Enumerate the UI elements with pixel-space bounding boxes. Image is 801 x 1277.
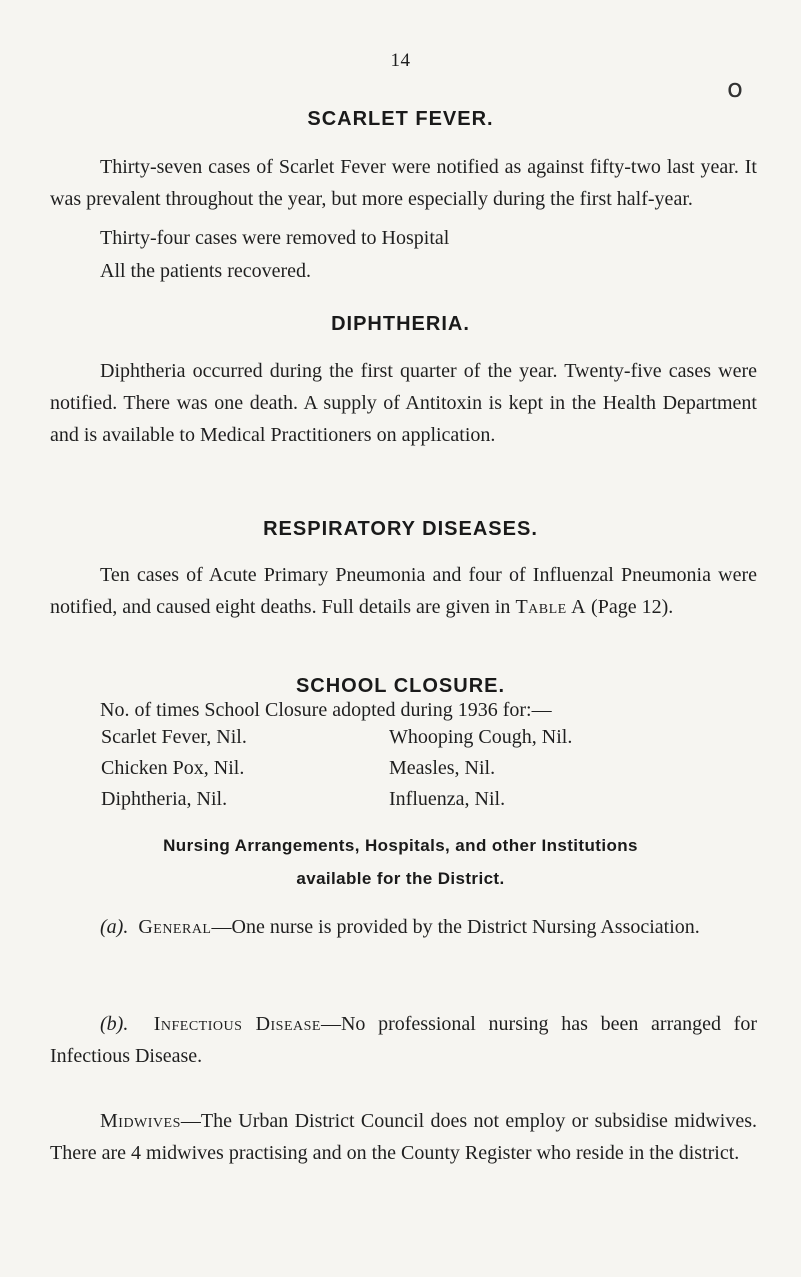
diphtheria-paragraph: Diphtheria occurred during the first quarter of the year. Twenty-five cases were notified. There was one death. A supply of Antitoxin is kept in the Health Department and is available to Medical Practitioners on application. bbox=[50, 360, 757, 446]
closure-item: Influenza, Nil. bbox=[389, 788, 506, 810]
infectious-title: Infectious Disease bbox=[153, 1013, 321, 1035]
scarlet-fever-heading: SCARLET FEVER. bbox=[307, 108, 494, 130]
school-closure-list bbox=[101, 722, 721, 815]
closure-item: Diphtheria, Nil. bbox=[101, 788, 228, 810]
midwives-paragraph: Midwives—The Urban District Council does not employ or subsidise midwives. There are 4 midwives practising and on the County Register who reside in the district. bbox=[50, 1110, 757, 1164]
midwives-title: Midwives bbox=[100, 1110, 181, 1132]
nursing-heading-line1: Nursing Arrangements, Hospitals, and other Institutions bbox=[163, 836, 638, 855]
respiratory-paragraph: Ten cases of Acute Primary Pneumonia and four of Influenzal Pneumonia were notified, and caused eight deaths. Full details are given in Table A (Page 12). bbox=[50, 564, 757, 618]
scarlet-fever-recovered-line: All the patients recovered. bbox=[100, 260, 312, 282]
scarlet-fever-hospital-line: Thirty-four cases were removed to Hospital bbox=[100, 227, 450, 249]
nursing-general-paragraph: (a). General—One nurse is provided by the District Nursing Association. bbox=[100, 916, 700, 938]
corner-mark: o bbox=[727, 74, 743, 104]
nursing-heading-line2: available for the District. bbox=[296, 869, 505, 888]
page-number: 14 bbox=[390, 50, 411, 71]
infectious-label: (b). bbox=[100, 1013, 129, 1035]
school-closure-intro: No. of times School Closure adopted during 1936 for:— bbox=[100, 699, 552, 721]
closure-item: Measles, Nil. bbox=[389, 757, 496, 779]
closure-row bbox=[101, 784, 721, 815]
table-reference: Table A bbox=[515, 596, 587, 618]
school-closure-heading: SCHOOL CLOSURE. bbox=[295, 675, 506, 697]
general-label: (a). bbox=[100, 916, 129, 938]
diphtheria-heading: DIPHTHERIA. bbox=[331, 313, 470, 335]
scarlet-fever-paragraph: Thirty-seven cases of Scarlet Fever were notified as against fifty-two last year. It was prevalent throughout the year, but more especially during the first half-year. bbox=[50, 156, 757, 210]
general-title: General bbox=[138, 916, 212, 938]
closure-item: Scarlet Fever, Nil. bbox=[101, 726, 247, 748]
closure-item: Chicken Pox, Nil. bbox=[101, 757, 245, 779]
closure-row bbox=[101, 722, 721, 753]
respiratory-heading: RESPIRATORY DISEASES. bbox=[263, 518, 538, 540]
closure-row bbox=[101, 753, 721, 784]
closure-item: Whooping Cough, Nil. bbox=[389, 726, 573, 748]
nursing-infectious-paragraph: (b). Infectious Disease—No professional nursing has been arranged for Infectious Disease. bbox=[50, 1013, 757, 1067]
